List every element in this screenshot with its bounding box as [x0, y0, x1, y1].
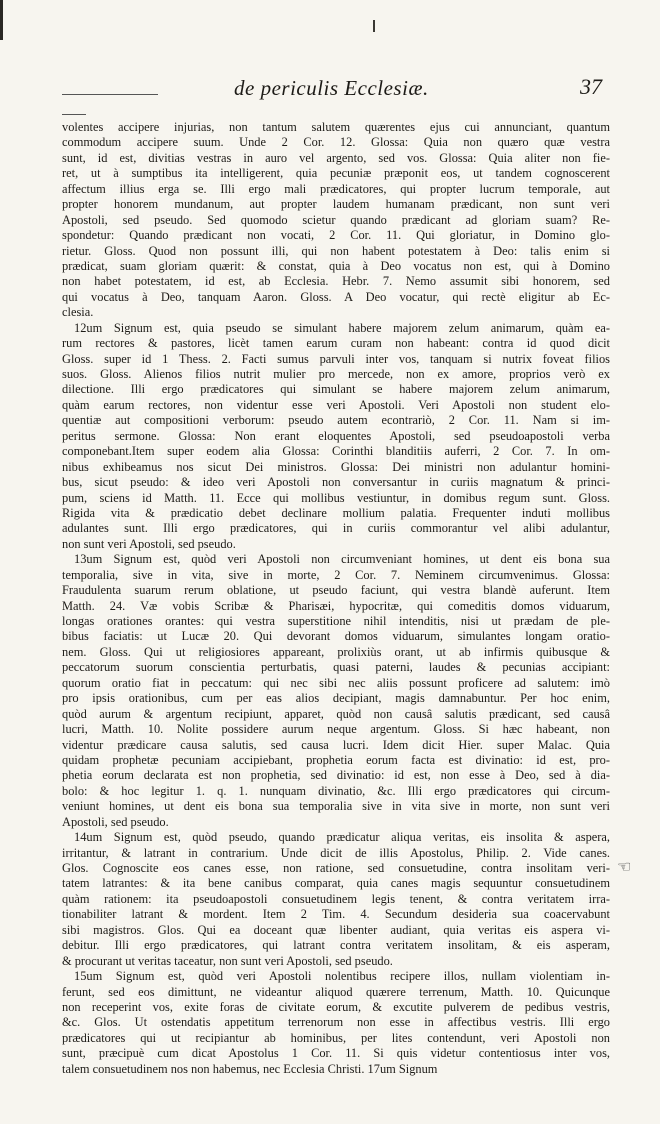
text-line: nem. Gloss. Qui ut religiosiores appareant, prolixiùs orant, ut ab infirmis quibusque &	[62, 644, 610, 659]
text-line: Glos. Cognoscite eos canes esse, non ratione, sed consuetudine, contra insolitam veri-	[62, 861, 610, 875]
printer-tick-mark	[373, 20, 375, 32]
text-line: peccatorum suorum conscientia perturbatis, quasi paterni, laudes & pecunias accipiant:	[62, 660, 610, 675]
text-line: quidam prophetæ pecuniam accipiebant, prophetia eorum facta est divinatio: id est, pro-	[62, 752, 610, 767]
text-line: bus, sicut pseudo: & ideo veri Apostoli non conversantur in curiis magnatum & princi-	[62, 475, 610, 490]
text-line: sibi magistros. Glos. Qui ea doceant quæ libenter audiant, quia veritas eis aspera vi-	[62, 922, 610, 937]
text-line: rum rectores & pastores, licèt tamen earum curam non habeant: contra id quod dicit	[62, 336, 610, 351]
text-line: sunt, id est, divitias vestras in auro vel argento, sed vos. Glossa: Quia aliter non fie-	[62, 150, 610, 165]
text-line: commodum accipere suum. Unde 2 Cor. 12. Glossa: Quia non quæro quæ vestra	[62, 135, 610, 150]
text-line: prædicatores qui ut recipiantur ab hominibus, per lites contendunt, veri Apostoli non	[62, 1030, 610, 1045]
text-line: bolo: & hoc legitur 1. q. 1. nunquam divinatio, &c. Illi ergo prædicatores qui circum-	[62, 783, 610, 798]
text-line: quòd aurum & argentum recipiunt, apparet, quòd non causâ salutis prædicant, sed causâ	[62, 706, 610, 721]
text-line: adulantes sunt. Illi ergo prædicatores, qui in curiis commorantur vel alibi adulantur,	[62, 521, 610, 536]
text-line: &c. Glos. Ut ostendatis appetitum terrenorum non esse in affectibus vestris. Illi ergo	[62, 1015, 610, 1030]
page-header	[62, 74, 610, 100]
text-line: videntur prædicare causa salutis, sed causa lucri. Idem dicit Hier. super Malac. Quia	[62, 737, 610, 752]
text-line: & procurant ut veritas taceatur, non sunt veri Apostoli, sed pseudo.	[62, 953, 393, 968]
text-line: talem consuetudinem nos non habemus, nec Ecclesia Christi. 17um Signum	[62, 1061, 438, 1076]
running-title: de periculis Ecclesiæ.	[234, 76, 429, 100]
text-line: Fraudulenta suarum rerum oblatione, ut pseudo faciunt, qui vestra blandè auferunt. Item	[62, 583, 610, 598]
text-line: Gloss. super id 1 Thess. 2. Facti sumus parvuli inter vos, tanquam si nutrix foveat filios	[62, 351, 610, 366]
text-line: affectum illius erga se. Illi ergo mali prædicatores, qui propter lucrum temporale, aut	[62, 181, 610, 196]
text-line: pum, sciens id Matth. 11. Ecce qui mollibus vestiuntur, in domibus regum sunt. Gloss.	[62, 490, 610, 505]
text-line: Apostoli, sed pseudo.	[62, 814, 169, 829]
header-rule	[62, 94, 158, 95]
text-line: non habet potestatem, id est, ab Ecclesia. Hebr. 7. Nemo assumit sibi honorem, sed	[62, 274, 610, 289]
text-line: volentes accipere injurias, non tantum salutem quærentes ejus cui annunciant, quantum	[62, 120, 610, 134]
text-line: veniunt homines, ut dent eis bona sua temporalia sive in vita sive in morte, non sunt veri	[62, 799, 610, 814]
text-line: dilectione. Illi ergo prædicatores qui simulant se habere majorem zelum animarum,	[62, 382, 610, 397]
text-line: prædicat, suam gloriam quærit: & constat, quia à Deo vocatus non est, qui à Domino	[62, 258, 610, 273]
text-line: spondetur: Quando prædicant non vocati, 2 Cor. 11. Qui gloriatur, in Domino glo-	[62, 228, 610, 243]
text-line: pro ipsis orationibus, cum per eas alios decipiant, magis damnabuntur. Per hoc enim,	[62, 691, 610, 706]
text-line: bibus faciatis: ut Lucæ 20. Qui devorant domos viduarum, simulantes longam oratio-	[62, 629, 610, 644]
text-line: longas orationes orantes: qui vestra superstitione nihil intenditis, nisi ut prædam de ple-	[62, 614, 610, 628]
text-line: quorum oratio fiat in peccatum: qui nec sibi nec aliis possunt proficere ad salutem: imò	[62, 675, 610, 690]
page-edge-mark	[0, 0, 3, 40]
text-line: 14um Signum est, quòd pseudo, quando prædicatur aliqua veritas, eis insolita & aspera,	[74, 830, 610, 845]
text-line: ferunt, sed eos dimittunt, ne videantur aliquod quærere terrenum, Matth. 10. Quicunque	[62, 984, 610, 999]
text-line: quàm earum rectores, non videntur esse veri Apostoli. Veri Apostoli non student elo-	[62, 397, 610, 412]
text-line: non receperint vos, exite foras de civitate eorum, & excutite pulverem de pedibus vestris,	[62, 999, 610, 1014]
text-line: nibus exhibeamus nos sicut Dei ministros. Glossa: Dei ministri non adulantur homini-	[62, 459, 610, 474]
text-line: rietur. Gloss. Quod non possunt illi, qui non habent potestatem à Deo: talis enim si	[62, 243, 610, 258]
text-line: propter honorem mundanum, aut propter laudem humanam prædicant, non sunt veri	[62, 197, 610, 212]
text-line: qui vocatus à Deo, tanquam Aaron. Gloss. A Deo vocatur, qui rectè eligitur ab Ec-	[62, 289, 610, 304]
text-line: 13um Signum est, quòd veri Apostoli non circumveniant homines, ut dent eis bona sua	[74, 552, 610, 567]
text-line: phetia eorum declarata est non prophetia, sed divinatio: id est, non esse à Deo, sed à dia-	[62, 768, 610, 783]
text-line: 15um Signum est, quòd veri Apostoli nolentibus recipere illos, nullam violentiam in-	[74, 969, 610, 984]
text-line: quentiæ aut compositioni verborum: pseudo autem econtrariò, 2 Cor. 11. Nam si im-	[62, 413, 610, 428]
text-line: debitur. Illi ergo prædicatores, qui latrant contra veritatem insolitam, & eis asperam,	[62, 938, 610, 953]
text-line: lucri, Matth. 10. Nolite possidere aurum neque argentum. Gloss. Si hæc habeant, non	[62, 722, 610, 737]
manicule-icon: ☜	[617, 859, 632, 876]
text-line: quàm rationem: ita pseudoapostoli consuetudinem legis tenent, & contra veritatem irra-	[62, 891, 610, 906]
text-line: 12um Signum est, quia pseudo se simulant habere majorem zelum animarum, quàm ea-	[74, 320, 610, 335]
body-text	[62, 120, 610, 1077]
text-line: componebant.Item super eodem alia Glossa: Corinthi blanditiis auferri, 2 Cor. 7. In om-	[62, 444, 610, 459]
text-line: tionabiliter latrant & mordent. Item 2 Tim. 4. Secundum desideria sua coacervabunt	[62, 907, 610, 922]
text-line: ret, ut à sumptibus ita intelligerent, quia pecuniæ præponit eos, ut tandem cognoscerent	[62, 166, 610, 181]
text-line: irritantur, & latrant in contrarium. Unde dicit de illis Apostolus, Philip. 2. Vide canes.	[62, 845, 610, 860]
text-line: non sunt veri Apostoli, sed pseudo.	[62, 536, 236, 551]
text-line: peritus sermone. Glossa: Non erant eloquentes Apostoli, sed pseudoapostoli verba	[62, 428, 610, 443]
text-start-rule	[62, 114, 86, 115]
text-line: Apostoli, sed pseudo. Sed quomodo scietur quando prædicant ad gloriam suam? Re-	[62, 212, 610, 227]
text-line: Rigida vita & prædicatio debet declinare mollium palatia. Frequenter induti mollibus	[62, 505, 610, 520]
text-line: Matth. 24. Væ vobis Scribæ & Pharisæi, hypocritæ, qui comeditis domos viduarum,	[62, 598, 610, 613]
page-number: 37	[580, 74, 602, 99]
text-line: suos. Gloss. Alienos filios nutrit mulier pro mercede, non ex amore, proprios verò ex	[62, 367, 610, 381]
text-line: sunt, præcipuè cum dicat Apostolus 1 Cor. 11. Si quis videtur contentiosus inter vos,	[62, 1046, 610, 1061]
text-line: temporalia, sive in vita, sive in morte, 2 Cor. 7. Neminem circumvenimus. Glossa:	[62, 567, 610, 582]
text-line: tatem latrantes: & ita bene canibus comparat, quia canes magis sequuntur consuetudinem	[62, 876, 610, 891]
text-line: clesia.	[62, 305, 94, 320]
